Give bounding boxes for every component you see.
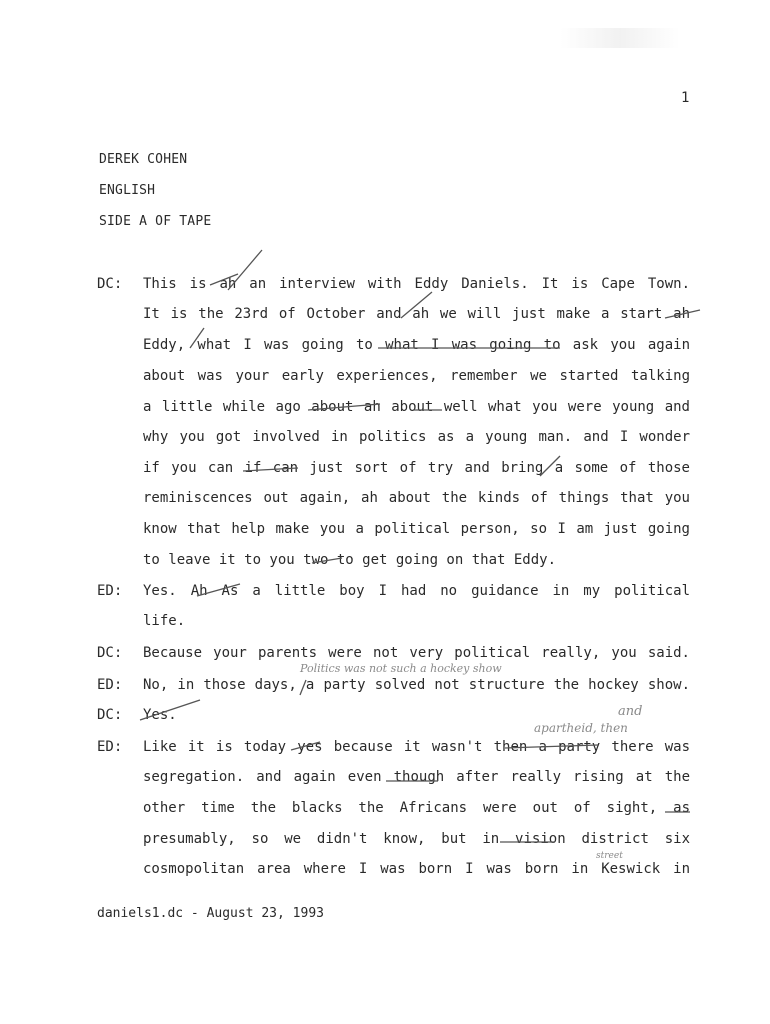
handwritten-note: street <box>596 851 623 861</box>
document-footer: daniels1.dc - August 23, 1993 <box>97 906 324 921</box>
faint-stamp <box>560 28 680 48</box>
speaker-label: ED: <box>97 739 123 755</box>
speaker-label: DC: <box>97 276 123 292</box>
transcript-line: life. <box>143 613 186 629</box>
transcript-line: It is the 23rd of October and ah we will just make a start ah <box>143 306 690 322</box>
transcript-line: other time the blacks the Africans were out of sight, as <box>143 800 690 816</box>
transcript-line: Eddy, what I was going to what I was going to ask you again <box>143 337 690 353</box>
transcript-line: Because your parents were not very political really, you said. <box>143 645 690 661</box>
transcript-line: cosmopolitan area where I was born I was born in Keswick in <box>143 861 690 877</box>
transcript-line: segregation. and again even though after really rising at the <box>143 769 690 785</box>
transcript-line: This is ah an interview with Eddy Daniels. It is Cape Town. <box>143 276 690 292</box>
handwritten-note: Politics was not such a hockey show <box>300 662 502 675</box>
page-number: 1 <box>681 90 690 106</box>
transcript-line: if you can if can just sort of try and bring a some of those <box>143 460 690 476</box>
speaker-label: DC: <box>97 645 123 661</box>
transcript-line: why you got involved in politics as a young man. and I wonder <box>143 429 690 445</box>
speaker-label: DC: <box>97 707 123 723</box>
transcript-line: about was your early experiences, remember we started talking <box>143 368 690 384</box>
transcript-line: a little while ago about ah about well what you were young and <box>143 399 690 415</box>
handwritten-note: apartheid, then <box>534 721 628 735</box>
tape-side-label: SIDE A OF TAPE <box>99 214 212 229</box>
transcript-line: Yes. Ah As a little boy I had no guidance in my political <box>143 583 690 599</box>
handwritten-note: and <box>618 704 643 719</box>
speaker-label: ED: <box>97 677 123 693</box>
transcript-line: No, in those days, a party solved not structure the hockey show. <box>143 677 690 693</box>
transcript-line: Yes. <box>143 707 177 723</box>
language-label: ENGLISH <box>99 183 156 198</box>
transcript-line: reminiscences out again, ah about the kinds of things that you <box>143 490 690 506</box>
interviewer-name: DEREK COHEN <box>99 152 188 167</box>
transcript-line: Like it is today yes because it wasn't then a party there was <box>143 739 690 755</box>
transcript-line: know that help make you a political person, so I am just going <box>143 521 690 537</box>
speaker-label: ED: <box>97 583 123 599</box>
transcript-line: to leave it to you two to get going on that Eddy. <box>143 552 557 568</box>
transcript-line: presumably, so we didn't know, but in vision district six <box>143 831 690 847</box>
